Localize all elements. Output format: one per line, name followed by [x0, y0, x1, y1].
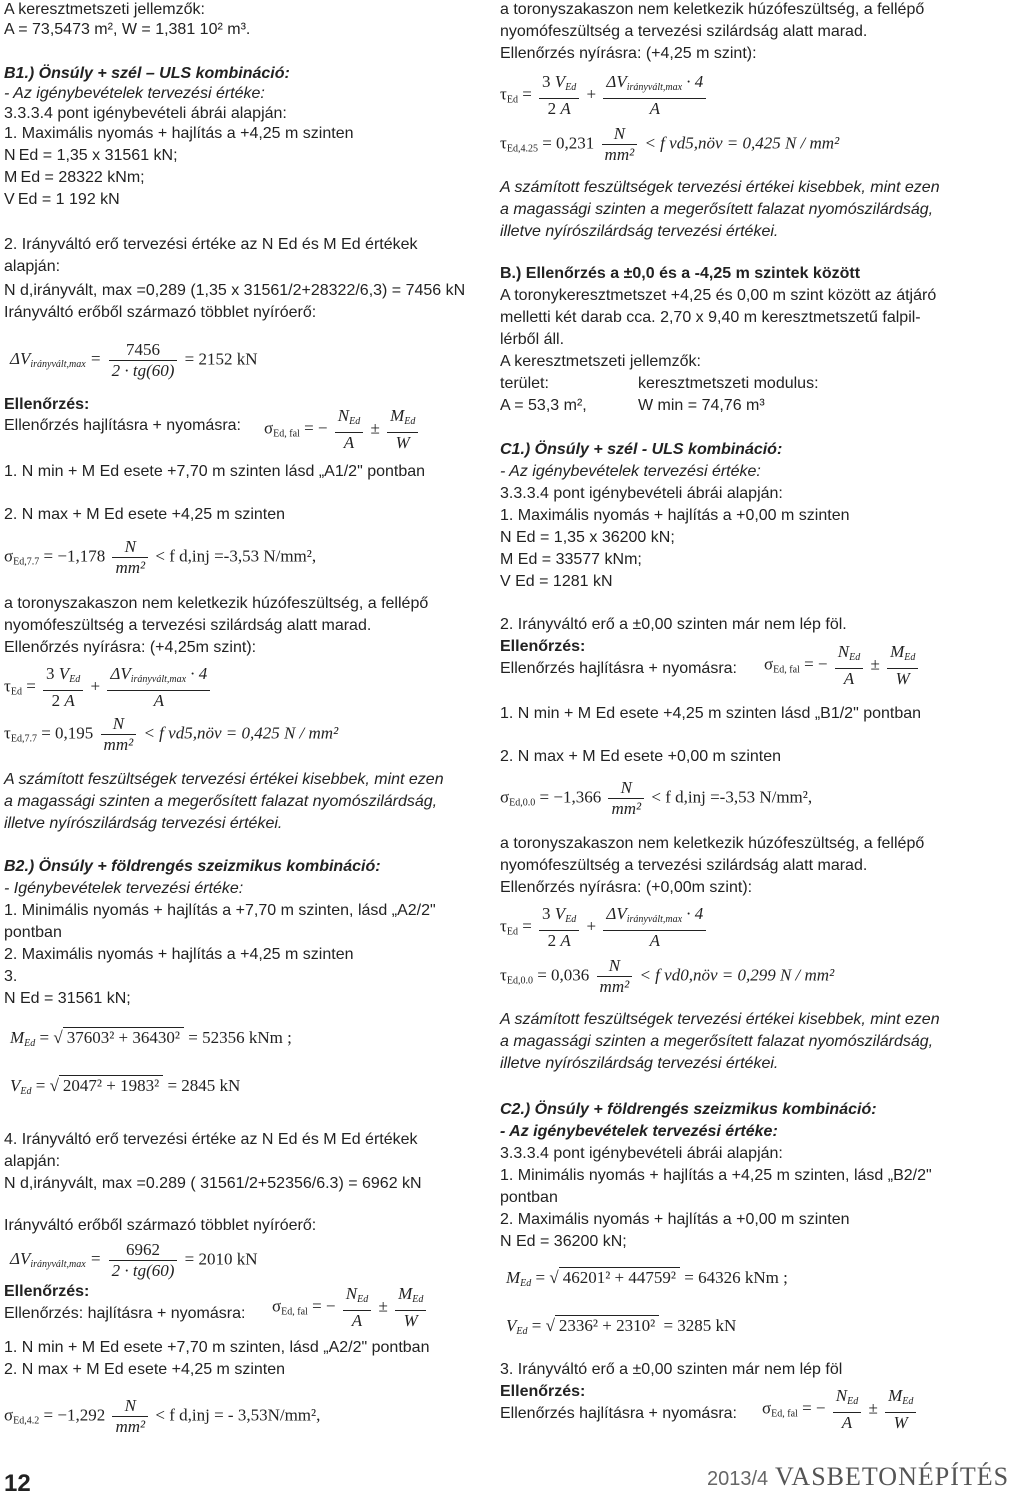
text-line: alapján:	[4, 1153, 61, 1170]
subtitle: - Az igénybevételek tervezési értéke:	[4, 85, 265, 102]
formula-limit: < f d,inj = - 3,53N/mm²,	[155, 1405, 321, 1425]
formula-limit: < f vd5,növ = 0,425 N / mm²	[644, 133, 840, 153]
text-line: A keresztmetszeti jellemzők:	[500, 353, 701, 370]
text-line: A keresztmetszeti jellemzők:	[4, 1, 205, 18]
text-line: A számított feszültségek tervezési értékei kisebbek, mint ezen	[500, 179, 940, 196]
text-line: M Ed = 33577 kNm;	[500, 551, 642, 568]
heading: Ellenőrzés:	[500, 638, 586, 655]
text-line: nyomófeszültség a tervezési szilárdság alatt marad.	[500, 857, 868, 874]
text-line: Ellenőrzés nyírásra: (+4,25 m szint):	[500, 45, 757, 62]
formula-m-ed: $M_{Ed}$ = √ 46201² + 44759² = 64326 kNm ;	[506, 1268, 788, 1289]
section-title: B2.) Önsúly + földrengés szeizmikus kombináció:	[4, 858, 381, 875]
section-title: C1.) Önsúly + szél - ULS kombináció:	[500, 441, 783, 458]
section-title: C2.) Önsúly + földrengés szeizmikus kombináció:	[500, 1101, 877, 1118]
formula-value: = −1,178	[43, 546, 106, 566]
formula-sigma: $\sigma_{Ed, fal}$ = − $\frac{N_{Ed}}{A}$ ± $\frac{M_{Ed}}{W}$	[272, 1284, 429, 1331]
text-line: pontban	[4, 924, 62, 941]
formula-numerator: 6962	[109, 1240, 178, 1261]
text-line: 3. Irányváltó erő a ±0,00 szinten már nem lép föl	[500, 1361, 843, 1378]
text-line: a magassági szinten a megerősített falazat nyomószilárdság,	[4, 793, 438, 810]
text-line: pontban	[500, 1189, 558, 1206]
text-line: Irányváltó erőből származó többlet nyíróerő:	[4, 304, 317, 321]
formula-sigma-00: $\sigma_{Ed,0.0} = -1,366$ $\frac{N}{\text{mm²}}$ < f d,inj =-3,53 N/mm²,	[500, 778, 813, 818]
formula-result: = 2845 kN	[167, 1076, 241, 1095]
text-line: melletti két darab cca. 2,70 x 9,40 m keresztmetszetű falpil-	[500, 309, 921, 326]
section-title: B.) Ellenőrzés a ±0,0 és a -4,25 m szintek között	[500, 265, 861, 282]
text-line: Ellenőrzés hajlításra + nyomásra:	[4, 417, 241, 434]
formula-tau: $\tau_{Ed}$ = $\frac{3 V_{Ed}}{2 A}$ + $\frac{\Delta V_{irányvált,max} \cdot 4}{A}$	[500, 72, 709, 119]
formula-v-ed: $V_{Ed}$ = √ 2336² + 2310² = 3285 kN	[506, 1316, 737, 1337]
formula-result: = 64326 kNm	[684, 1268, 779, 1287]
text-line: nyomófeszültség a tervezési szilárdság alatt marad.	[4, 617, 372, 634]
text-line: a toronyszakaszon nem keletkezik húzófeszültség, a fellépő	[500, 835, 925, 852]
formula-denominator: 2 · tg(60)	[111, 1261, 175, 1280]
text-line: V Ed = 1 192 kN	[4, 191, 120, 208]
text-line: a magassági szinten a megerősített falazat nyomószilárdság,	[500, 1033, 934, 1050]
formula-limit: < f vd5,növ = 0,425 N / mm²	[143, 723, 339, 743]
text-line: 2. Maximális nyomás + hajlítás a +0,00 m szinten	[500, 1211, 850, 1228]
formula-tau-77: $\tau_{Ed,7.7} = 0,195$ $\frac{N}{\text{mm²}}$ < f vd5,növ = 0,425 N / mm²	[4, 714, 339, 754]
text-line: N Ed = 1,35 x 31561 kN;	[4, 147, 178, 164]
formula-limit: < f d,inj =-3,53 N/mm²,	[155, 546, 317, 566]
text-line: 2. Irányváltó erő tervezési értéke az N Ed és M Ed értékek	[4, 236, 418, 253]
formula-sigma: $\sigma_{Ed, fal}$ = − $\frac{N_{Ed}}{A}$ ± $\frac{M_{Ed}}{W}$	[762, 1386, 919, 1433]
text-line: 3.3.3.4 pont igénybevételi ábrái alapján:	[500, 1145, 783, 1162]
formula-sigma-77: $\sigma_{Ed,7.7} = -1,178$ $\frac{N}{\text{mm²}}$ < f d,inj =-3,53 N/mm²,	[4, 537, 317, 577]
text-line: illetve nyírószilárdság tervezési értékei.	[4, 815, 283, 832]
issue-label: 2013/4	[707, 1468, 769, 1490]
text-line: Ellenőrzés: hajlításra + nyomásra:	[4, 1305, 246, 1322]
text-line: V Ed = 1281 kN	[500, 573, 613, 590]
text-line: 1. Maximális nyomás + hajlítás a +0,00 m szinten	[500, 507, 850, 524]
text-line: 2. Maximális nyomás + hajlítás a +4,25 m szinten	[4, 946, 354, 963]
heading: Ellenőrzés:	[500, 1383, 586, 1400]
text-line: 1. Maximális nyomás + hajlítás a +4,25 m szinten	[4, 125, 354, 142]
journal-brand: VASBETONÉPÍTÉS	[775, 1462, 1009, 1491]
text-line: M Ed = 28322 kNm;	[4, 169, 145, 186]
formula-sigma: $\sigma_{Ed, fal}$ = − $\frac{N_{Ed}}{A}$ ± $\frac{M_{Ed}}{W}$	[264, 406, 421, 453]
subtitle: - Az igénybevételek tervezési értéke:	[500, 1123, 778, 1140]
formula-limit: < f vd0,növ = 0,299 N / mm²	[639, 965, 835, 985]
formula-result: = 3285 kN	[663, 1316, 737, 1335]
text-line: A toronykeresztmetszet +4,25 és 0,00 m szint között az átjáró	[500, 287, 937, 304]
text-line: 3.3.3.4 pont igénybevételi ábrái alapján:	[500, 485, 783, 502]
text-line: N d,irányvált, max =0,289 (1,35 x 31561/2+28322/6,3) = 7456 kN	[4, 282, 466, 299]
text-line: 1. Minimális nyomás + hajlítás a +4,25 m szinten, lásd „B2/2"	[500, 1167, 932, 1184]
text-line: illetve nyírószilárdság tervezési értékei.	[500, 223, 779, 240]
formula-result: = 2152 kN	[184, 349, 258, 369]
formula-value: = −1,366	[539, 787, 602, 807]
formula-m-ed: $M_{Ed}$ = √ 37603² + 36430² = 52356 kNm ;	[10, 1028, 292, 1049]
section-title: B1.) Önsúly + szél – ULS kombináció:	[4, 65, 290, 82]
formula-tau: $\tau_{Ed}$ = $\frac{3 V_{Ed}}{2 A}$ + $\frac{\Delta V_{irányvált,max} \cdot 4}{A}$	[4, 664, 213, 711]
text-line: 1. N min + M Ed esete +7,70 m szinten, lásd „A2/2" pontban	[4, 1339, 430, 1356]
text-line: A számított feszültségek tervezési értékei kisebbek, mint ezen	[4, 771, 444, 788]
text-line: Ellenőrzés hajlításra + nyomásra:	[500, 1405, 737, 1422]
formula-limit: < f d,inj =-3,53 N/mm²,	[651, 787, 813, 807]
text-line: N d,irányvált, max =0.289 ( 31561/2+52356/6.3) = 6962 kN	[4, 1175, 422, 1192]
text-line: a toronyszakaszon nem keletkezik húzófeszültség, a fellépő	[500, 1, 925, 18]
formula-value: = −1,292	[43, 1405, 106, 1425]
text-line: 2. N max + M Ed esete +4,25 m szinten	[4, 506, 286, 523]
formula-tau-00: $\tau_{Ed,0.0} = 0,036$ $\frac{N}{\text{mm²}}$ < f vd0,növ = 0,299 N / mm²	[500, 956, 835, 996]
text-line: alapján:	[4, 258, 61, 275]
text-line: A számított feszültségek tervezési értékei kisebbek, mint ezen	[500, 1011, 940, 1028]
text-line: 1. N min + M Ed esete +4,25 m szinten lásd „B1/2" pontban	[500, 705, 922, 722]
formula-denominator: 2 · tg(60)	[111, 361, 175, 380]
formula-sigma: $\sigma_{Ed, fal}$ = − $\frac{N_{Ed}}{A}$ ± $\frac{M_{Ed}}{W}$	[764, 642, 921, 689]
heading: Ellenőrzés:	[4, 396, 90, 413]
formula-v-ed: $V_{Ed}$ = √ 2047² + 1983² = 2845 kN	[10, 1076, 241, 1097]
text-line: nyomófeszültség a tervezési szilárdság alatt marad.	[500, 23, 868, 40]
text-line: 2. Irányváltó erő a ±0,00 szinten már nem lép föl.	[500, 616, 847, 633]
formula-value: = 0,036	[537, 965, 590, 985]
text-line: A = 73,5473 m², W = 1,381 10² m³.	[4, 21, 251, 38]
formula-result: = 2010 kN	[184, 1249, 258, 1269]
text-line: 1. N min + M Ed esete +7,70 m szinten lásd „A1/2" pontban	[4, 463, 426, 480]
page-number: 12	[4, 1470, 31, 1497]
text-line: terület:	[500, 375, 549, 392]
formula-tau-425: $\tau_{Ed,4.25} = 0,231$ $\frac{N}{\text{mm²}}$ < f vd5,növ = 0,425 N / mm²	[500, 124, 840, 164]
text-line: Ellenőrzés hajlításra + nyomásra:	[500, 660, 737, 677]
text-line: A = 53,3 m²,	[500, 397, 587, 414]
text-line: Irányváltó erőből származó többlet nyíróerő:	[4, 1217, 317, 1234]
text-line: N Ed = 36200 kN;	[500, 1233, 627, 1250]
text-line: Ellenőrzés nyírásra: (+4,25m szint):	[4, 639, 257, 656]
text-line: a toronyszakaszon nem keletkezik húzófeszültség, a fellépő	[4, 595, 429, 612]
text-line: 2. N max + M Ed esete +4,25 m szinten	[4, 1361, 286, 1378]
formula-delta-v: $\Delta V_{irányvált,max}$ = $\frac{7456}{2 \cdot tg(60)}$ = 2152 kN	[10, 340, 258, 380]
text-line: 3.	[4, 968, 18, 985]
subtitle: - Igénybevételek tervezési értéke:	[4, 880, 244, 897]
text-line: N Ed = 31561 kN;	[4, 990, 131, 1007]
formula-delta-v-2: $\Delta V_{irányvált,max}$ = $\frac{6962}{2 \cdot tg(60)}$ = 2010 kN	[10, 1240, 258, 1280]
text-line: 1. Minimális nyomás + hajlítás a +7,70 m szinten, lásd „A2/2"	[4, 902, 436, 919]
formula-tau: $\tau_{Ed}$ = $\frac{3 V_{Ed}}{2 A}$ + $\frac{\Delta V_{irányvált,max} \cdot 4}{A}$	[500, 904, 709, 951]
text-line: 4. Irányváltó erő tervezési értéke az N Ed és M Ed értékek	[4, 1131, 418, 1148]
text-line: lérből áll.	[500, 331, 565, 348]
text-line: Ellenőrzés nyírásra: (+0,00m szint):	[500, 879, 753, 896]
text-line: illetve nyírószilárdság tervezési értékei.	[500, 1055, 779, 1072]
formula-value: = 0,195	[41, 723, 94, 743]
formula-value: = 0,231	[542, 133, 595, 153]
text-line: N Ed = 1,35 x 36200 kN;	[500, 529, 675, 546]
text-line: 3.3.3.4 pont igénybevételi ábrái alapján:	[4, 105, 287, 122]
text-line: a magassági szinten a megerősített falazat nyomószilárdság,	[500, 201, 934, 218]
formula-sigma-42: $\sigma_{Ed,4.2} = -1,292$ $\frac{N}{\text{mm²}}$ < f d,inj = - 3,53N/mm²,	[4, 1396, 321, 1436]
text-line: 2. N max + M Ed esete +0,00 m szinten	[500, 748, 782, 765]
heading: Ellenőrzés:	[4, 1283, 90, 1300]
subtitle: - Az igénybevételek tervezési értéke:	[500, 463, 761, 480]
formula-numerator: 7456	[109, 340, 178, 361]
text-line: W min = 74,76 m³	[638, 397, 765, 414]
formula-result: = 52356 kNm	[188, 1028, 283, 1047]
text-line: keresztmetszeti modulus:	[638, 375, 819, 392]
